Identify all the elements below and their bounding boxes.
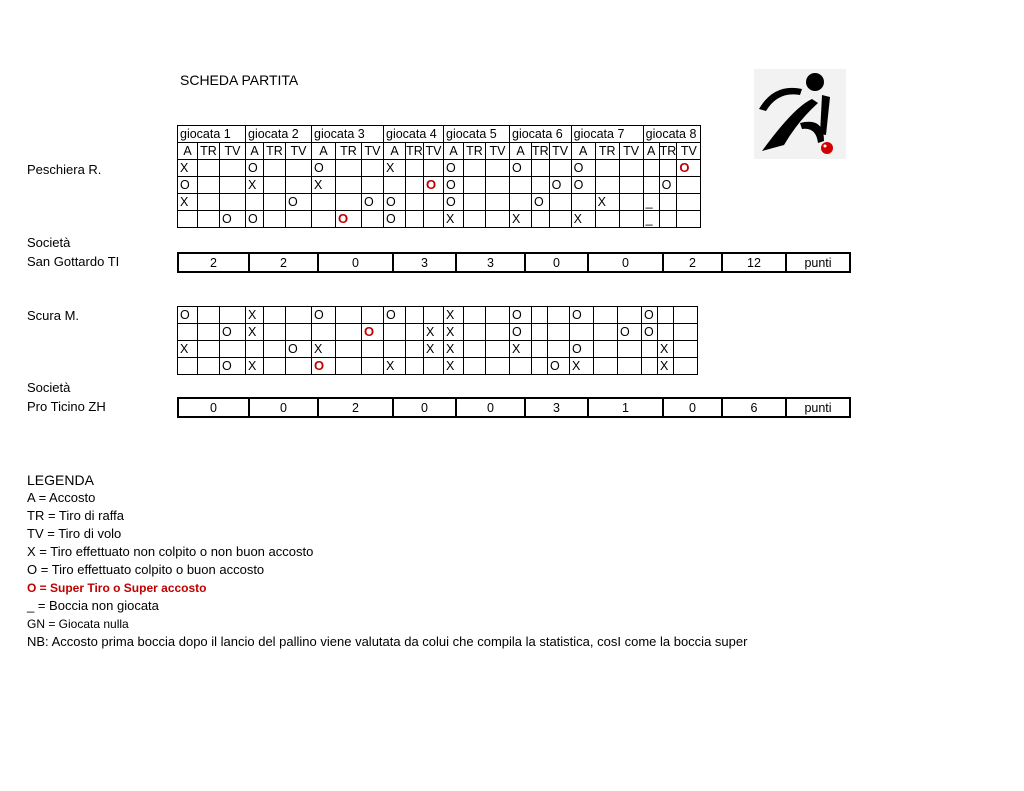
giocata-score: 2 [178,253,249,272]
total-score: 6 [722,398,786,417]
shot-cell: O [220,358,246,375]
shot-cell [658,307,674,324]
shot-type-header: TR [464,143,486,160]
shot-cell [198,324,220,341]
shot-cell [424,194,444,211]
shot-cell [424,211,444,228]
shot-cell [198,358,220,375]
table-row [178,194,701,211]
score-grid [177,125,701,228]
shot-cell: O [618,324,642,341]
table-row [178,177,701,194]
shot-type-header: TR [595,143,619,160]
legend-item: TV = Tiro di volo [27,526,122,541]
shot-cell [643,177,659,194]
shot-cell [677,194,701,211]
shot-cell [424,358,444,375]
shot-cell [677,177,701,194]
giocata-header: giocata 5 [444,126,510,143]
giocata-score: 0 [663,398,722,417]
shot-cell: O [286,194,312,211]
shot-cell: O [548,358,570,375]
shot-cell: X [595,194,619,211]
shot-type-header: A [178,143,198,160]
shot-cell: O [220,324,246,341]
shot-cell [406,307,424,324]
shot-cell [198,177,220,194]
shot-cell [312,211,336,228]
shot-cell [642,358,658,375]
shot-cell [362,307,384,324]
shot-cell [618,358,642,375]
shot-cell [532,211,550,228]
giocata-score: 2 [318,398,393,417]
giocata-header: giocata 1 [178,126,246,143]
shot-cell [595,177,619,194]
legend-note: NB: Accosto prima boccia dopo il lancio del pallino viene valutata da colui che compila la statistica, cosI come la boccia super [27,634,748,649]
shot-cell [406,211,424,228]
shot-cell: O [362,324,384,341]
society-name: San Gottardo TI [27,254,120,269]
score-row [177,252,851,273]
shot-cell [594,358,618,375]
shot-cell [464,160,486,177]
shot-type-header: TV [549,143,571,160]
shot-cell [486,307,510,324]
shot-cell [406,194,424,211]
shot-cell [486,358,510,375]
shot-cell [659,194,677,211]
shot-cell: X [444,324,464,341]
table-row [178,324,698,341]
shot-cell [220,160,246,177]
shot-cell [336,160,362,177]
shot-cell [264,194,286,211]
shot-type-header: TV [220,143,246,160]
shot-type-header: A [384,143,406,160]
shot-cell: _ [643,211,659,228]
shot-cell [362,358,384,375]
shot-cell: O [246,211,264,228]
shot-cell [618,341,642,358]
shot-cell [510,177,532,194]
shot-cell [384,177,406,194]
score-unit: punti [786,398,850,417]
shot-type-header: TR [659,144,677,158]
score-row [177,397,851,418]
shot-cell: O [444,177,464,194]
legend [27,471,747,651]
shot-cell [619,177,643,194]
shot-cell: X [510,211,532,228]
shot-type-header: TV [424,143,444,160]
shot-cell: X [444,341,464,358]
shot-cell [406,358,424,375]
player-name: Scura M. [27,308,80,323]
shot-type-header: TR [336,143,362,160]
shot-cell: X [510,341,532,358]
shot-cell [286,358,312,375]
shot-cell [312,324,336,341]
shot-cell [336,177,362,194]
shot-cell [619,211,643,228]
giocata-header: giocata 3 [312,126,384,143]
shot-cell [677,211,701,228]
giocata-score: 0 [393,398,456,417]
shot-cell [362,341,384,358]
shot-cell [220,341,246,358]
legend-item: X = Tiro effettuato non colpito o non buon accosto [27,544,314,559]
shot-cell: O [384,211,406,228]
shot-cell [406,324,424,341]
total-score: 12 [722,253,786,272]
giocata-score: 2 [663,253,722,272]
bocce-player-logo-icon [754,69,846,159]
shot-cell [619,160,643,177]
shot-cell [643,160,659,177]
shot-type-header: A [444,143,464,160]
shot-cell [362,211,384,228]
shot-cell: X [246,324,264,341]
shot-cell: O [571,177,595,194]
shot-cell: O [659,177,677,194]
shot-cell [406,341,424,358]
shot-cell [464,194,486,211]
shot-cell: X [312,341,336,358]
shot-cell: O [570,341,594,358]
society-name: Pro Ticino ZH [27,399,106,414]
shot-cell [384,341,406,358]
giocata-header: giocata 7 [571,126,643,143]
shot-cell [362,177,384,194]
legend-title: LEGENDA [27,472,94,488]
shot-cell [570,324,594,341]
shot-cell [336,307,362,324]
giocata-score: 3 [393,253,456,272]
shot-cell [220,194,246,211]
shot-cell [406,160,424,177]
shot-cell [178,324,198,341]
shot-cell [532,341,548,358]
shot-cell [336,341,362,358]
score-unit: punti [786,253,850,272]
giocata-score: 0 [588,253,663,272]
shot-cell [264,211,286,228]
shot-cell [594,324,618,341]
shot-cell [549,160,571,177]
shot-cell [246,341,264,358]
shot-cell [464,177,486,194]
shot-cell: X [312,177,336,194]
subheader-row [178,143,701,160]
shot-cell [548,341,570,358]
shot-cell [246,194,264,211]
shot-cell [264,177,286,194]
legend-item: TR = Tiro di raffa [27,508,124,523]
shot-cell [464,358,486,375]
shot-cell [486,177,510,194]
giocata-score: 2 [249,253,318,272]
shot-cell [198,194,220,211]
table-row [178,341,698,358]
shot-cell: O [677,160,701,177]
shot-cell [532,307,548,324]
shot-cell [674,341,698,358]
shot-cell: O [642,324,658,341]
shot-type-header: A [643,143,659,160]
shot-cell: O [312,358,336,375]
shot-cell: X [570,358,594,375]
shot-cell [464,307,486,324]
shot-cell [619,194,643,211]
shot-cell: O [178,177,198,194]
shot-cell [674,358,698,375]
shot-cell [286,324,312,341]
shot-cell [548,324,570,341]
shot-cell [286,307,312,324]
shot-cell: O [178,307,198,324]
shot-cell: O [570,307,594,324]
shot-cell [486,211,510,228]
shot-cell: O [444,194,464,211]
shot-cell [659,160,677,177]
shot-cell: O [312,307,336,324]
shot-type-header: A [571,143,595,160]
score-grid [177,306,698,375]
shot-cell: O [286,341,312,358]
shot-cell: O [312,160,336,177]
shot-cell [674,307,698,324]
shot-cell: O [510,307,532,324]
table-row [178,358,698,375]
shot-cell [198,160,220,177]
shot-cell: X [444,307,464,324]
shot-cell: X [178,194,198,211]
giocata-header: giocata 4 [384,126,444,143]
shot-cell [595,211,619,228]
table-row [178,211,701,228]
shot-type-header: A [312,143,336,160]
shot-cell [674,324,698,341]
shot-cell [312,194,336,211]
shot-cell: O [362,194,384,211]
shot-cell [642,341,658,358]
shot-cell [548,307,570,324]
giocata-score: 3 [525,398,588,417]
shot-cell [384,324,406,341]
shot-cell: X [384,160,406,177]
shot-cell [549,194,571,211]
shot-cell [510,194,532,211]
shot-cell: X [444,211,464,228]
shot-cell [220,307,246,324]
shot-cell: O [642,307,658,324]
shot-cell [406,177,424,194]
shot-cell [486,194,510,211]
shot-cell [286,160,312,177]
shot-cell: X [444,358,464,375]
legend-item: _ = Boccia non giocata [27,598,159,613]
shot-cell [220,177,246,194]
shot-cell: O [220,211,246,228]
giocata-score: 3 [456,253,525,272]
shot-cell [424,307,444,324]
shot-cell [264,341,286,358]
shot-type-header: TR [406,144,423,158]
shot-cell [532,324,548,341]
shot-type-header: TV [286,143,312,160]
shot-type-header: A [246,143,264,160]
shot-cell [424,160,444,177]
shot-cell [464,324,486,341]
shot-cell: O [532,194,550,211]
giocata-score: 0 [178,398,249,417]
shot-cell [336,194,362,211]
shot-cell [464,211,486,228]
shot-cell [464,341,486,358]
shot-cell [532,160,550,177]
shot-cell [198,341,220,358]
shot-cell: X [658,358,674,375]
shot-cell: X [384,358,406,375]
giocata-score: 0 [318,253,393,272]
shot-type-header: TV [619,143,643,160]
shot-type-header: TR [198,143,220,160]
shot-cell [658,324,674,341]
shot-cell [510,358,532,375]
header-row [178,126,701,143]
giocata-score: 0 [456,398,525,417]
shot-cell [486,341,510,358]
shot-cell [659,211,677,228]
shot-cell [264,160,286,177]
giocata-score: 0 [249,398,318,417]
shot-cell [532,177,550,194]
shot-cell [286,177,312,194]
shot-cell [336,358,362,375]
legend-item: A = Accosto [27,490,96,505]
shot-cell: O [549,177,571,194]
shot-cell: O [571,160,595,177]
giocata-header: giocata 6 [510,126,572,143]
table-row [178,160,701,177]
shot-cell [618,307,642,324]
shot-cell [486,160,510,177]
shot-cell: _ [643,194,659,211]
shot-cell [549,211,571,228]
society-label: Società [27,235,71,250]
shot-cell [532,358,548,375]
shot-cell [264,358,286,375]
shot-cell: X [658,341,674,358]
shot-type-header: TR [532,144,549,158]
shot-cell: O [424,177,444,194]
shot-cell [595,160,619,177]
shot-cell: O [336,211,362,228]
legend-item: GN = Giocata nulla [27,617,129,631]
society-label: Società [27,380,71,395]
shot-cell: O [444,160,464,177]
shot-cell [362,160,384,177]
shot-cell: X [571,211,595,228]
shot-cell [178,211,198,228]
shot-cell [264,324,286,341]
shot-cell [571,194,595,211]
shot-cell: X [424,324,444,341]
shot-cell: X [178,341,198,358]
legend-item-super: O = Super Tiro o Super accosto [27,581,207,595]
shot-cell: X [246,177,264,194]
shot-cell: X [424,341,444,358]
legend-item: O = Tiro effettuato colpito o buon accosto [27,562,265,577]
shot-cell: O [246,160,264,177]
shot-cell [486,324,510,341]
giocata-score: 0 [525,253,588,272]
shot-type-header: TV [677,143,701,160]
table-row [178,307,698,324]
giocata-header: giocata 2 [246,126,312,143]
giocata-score: 1 [588,398,663,417]
shot-cell [594,341,618,358]
shot-cell: X [178,160,198,177]
shot-cell [198,211,220,228]
shot-cell [198,307,220,324]
shot-type-header: TV [486,143,510,160]
page-title: SCHEDA PARTITA [180,72,299,88]
shot-type-header: TV [362,143,384,160]
shot-cell: O [510,324,532,341]
player-name: Peschiera R. [27,162,102,177]
shot-cell: O [384,307,406,324]
giocata-header: giocata 8 [643,126,701,143]
shot-cell [178,358,198,375]
shot-type-header: TR [264,143,286,160]
shot-type-header: A [510,143,532,160]
shot-cell [286,211,312,228]
shot-cell: X [246,358,264,375]
shot-cell [594,307,618,324]
shot-cell [264,307,286,324]
shot-cell: O [384,194,406,211]
shot-cell [336,324,362,341]
shot-cell: O [510,160,532,177]
shot-cell: X [246,307,264,324]
